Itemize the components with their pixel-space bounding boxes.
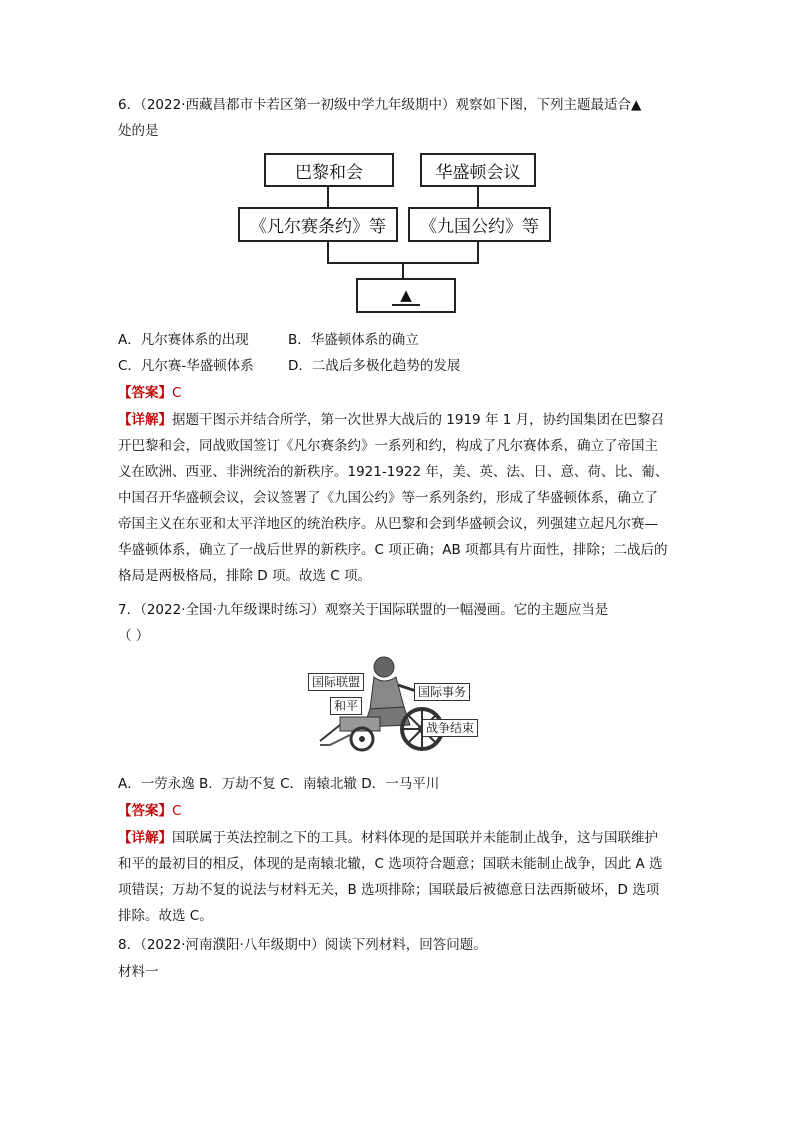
detail-label: 【详解】 bbox=[118, 412, 172, 428]
q7-answer bbox=[118, 801, 181, 821]
connector-line bbox=[477, 242, 479, 264]
diagram-box-blank-answer bbox=[356, 278, 456, 313]
triangle-placeholder: ▲ bbox=[392, 286, 420, 306]
detail-label: 【详解】 bbox=[118, 830, 172, 846]
connector-line bbox=[327, 242, 329, 264]
q8-stem: 8．（2022·河南濮阳·八年级期中）阅读下列材料，回答问题。 bbox=[118, 937, 487, 953]
q7-detail-line: 排除。故选 C。 bbox=[118, 908, 213, 924]
q6-detail-line: 义在欧洲、西亚、非洲统治的新秩序。1921-1922 年，美、英、法、日、意、荷、比、葡、 bbox=[118, 464, 669, 480]
league-of-nations-cartoon bbox=[300, 655, 490, 753]
diagram-box-paris-conference: 巴黎和会 bbox=[264, 153, 394, 187]
cartoon-illustration bbox=[300, 655, 490, 753]
q6-stem-line2: 处的是 bbox=[118, 123, 159, 139]
q7-detail-line: 项错误；万劫不复的说法与材料无关，B 选项排除；国联最后被德意日法西斯破坏，D 选项 bbox=[118, 882, 660, 898]
q7-options: A．一劳永逸 B．万劫不复 C．南辕北辙 D．一马平川 bbox=[118, 776, 440, 792]
q7-detail-line: 和平的最初目的相反，体现的是南辕北辙，C 选项符合题意；国联未能制止战争，因此 A 选 bbox=[118, 856, 663, 872]
answer-value: C bbox=[172, 385, 182, 401]
diagram-box-versailles-treaty: 《凡尔赛条约》等 bbox=[238, 207, 398, 242]
q6-detail-line: 华盛顿体系，确立了一战后世界的新秩序。C 项正确；AB 项都具有片面性，排除；二战后的 bbox=[118, 542, 668, 558]
connector-line bbox=[327, 187, 329, 207]
q6-detail-line: 【详解】据题干图示并结合所学，第一次世界大战后的 1919 年 1 月，协约国集团在巴黎召 bbox=[118, 412, 665, 428]
connector-line bbox=[477, 187, 479, 207]
q6-option-c: C．凡尔赛-华盛顿体系 bbox=[118, 358, 254, 374]
q6-detail-line: 中国召开华盛顿会议，会议签署了《九国公约》等一系列条约，形成了华盛顿体系，确立了 bbox=[118, 490, 658, 506]
q7-stem-line2: （ ） bbox=[118, 628, 150, 644]
answer-label: 【答案】 bbox=[118, 385, 172, 401]
q6-detail-line: 格局是两极格局，排除 D 项。故选 C 项。 bbox=[118, 568, 371, 584]
q6-option-a: A．凡尔赛体系的出现 bbox=[118, 332, 249, 348]
q6-option-d: D．二战后多极化趋势的发展 bbox=[288, 358, 461, 374]
q7-detail-line: 【详解】国联属于英法控制之下的工具。材料体现的是国联并未能制止战争，这与国联维护 bbox=[118, 830, 658, 846]
q6-answer bbox=[118, 383, 181, 403]
cartoon-label-peace: 和平 bbox=[330, 697, 362, 715]
answer-value: C bbox=[172, 803, 182, 819]
q6-detail-line: 帝国主义在东亚和太平洋地区的统治秩序。从巴黎和会到华盛顿会议，列强建立起凡尔赛— bbox=[118, 516, 658, 532]
diagram-box-washington-conference: 华盛顿会议 bbox=[420, 153, 536, 187]
q7-stem-line1: 7．（2022·全国·九年级课时练习）观察关于国际联盟的一幅漫画。它的主题应当是 bbox=[118, 602, 609, 618]
q6-option-b: B．华盛顿体系的确立 bbox=[288, 332, 419, 348]
cartoon-label-war-end: 战争结束 bbox=[422, 719, 478, 737]
q6-detail-line: 开巴黎和会，同战败国签订《凡尔赛条约》一系列和约，构成了凡尔赛体系，确立了帝国主 bbox=[118, 438, 658, 454]
diagram-box-nine-power-treaty: 《九国公约》等 bbox=[408, 207, 551, 242]
answer-label: 【答案】 bbox=[118, 803, 172, 819]
q6-stem-line1: 6．（2022·西藏昌都市卡若区第一初级中学九年级期中）观察如下图，下列主题最适合▲ bbox=[118, 97, 642, 113]
cartoon-label-league: 国际联盟 bbox=[308, 673, 364, 691]
connector-line bbox=[402, 262, 404, 278]
q8-material-label: 材料一 bbox=[118, 964, 159, 980]
cartoon-label-affairs: 国际事务 bbox=[414, 683, 470, 701]
